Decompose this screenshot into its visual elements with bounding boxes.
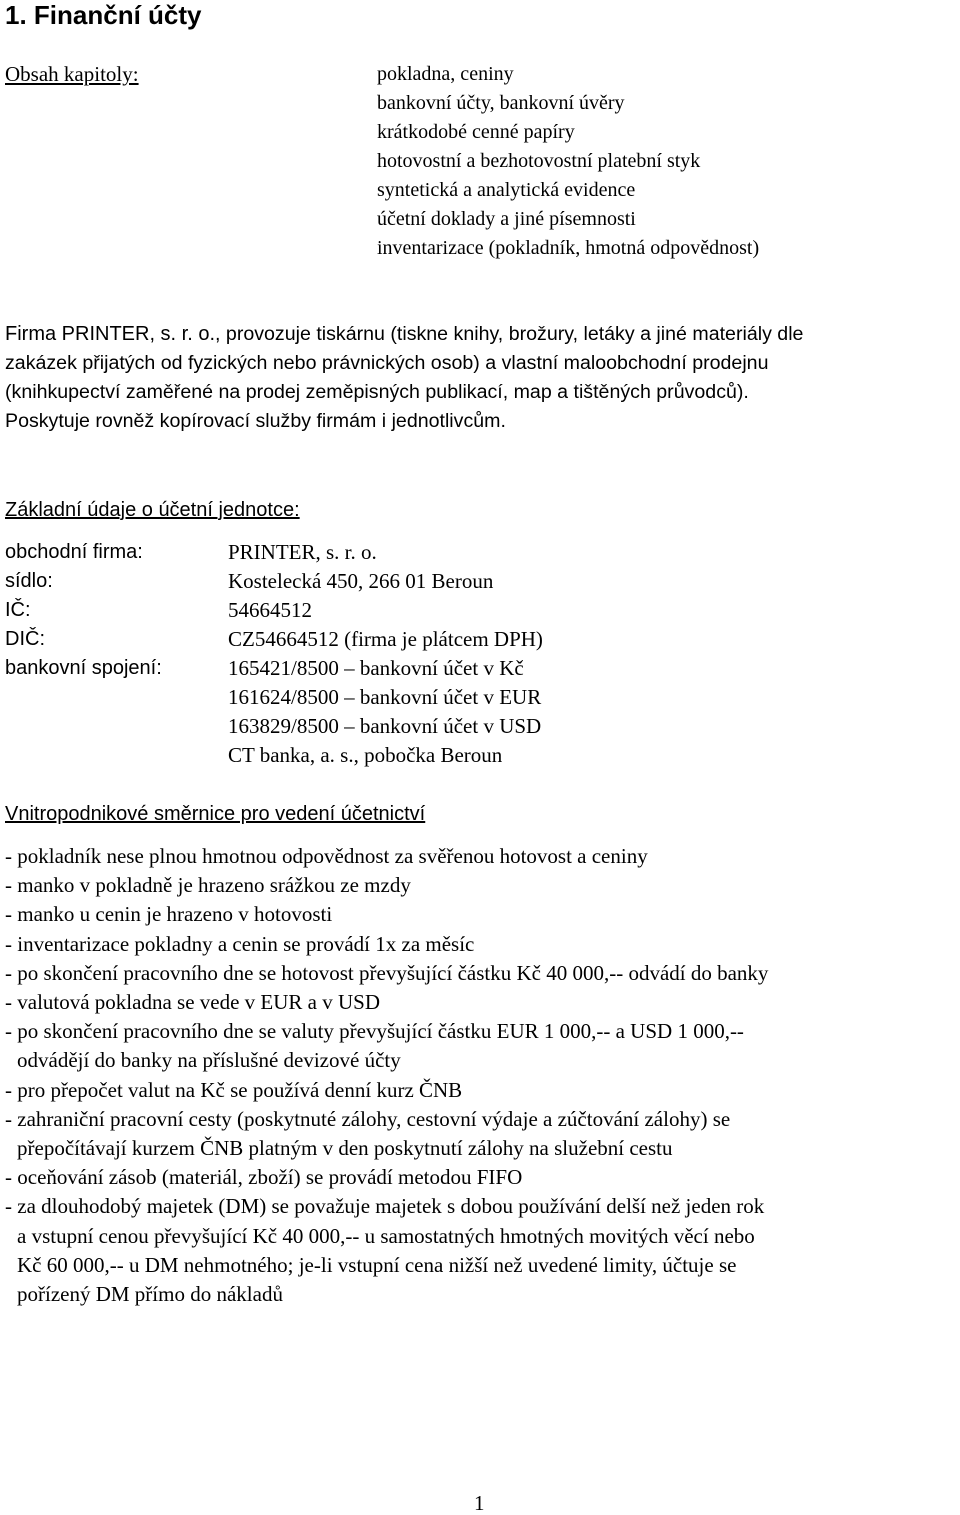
chapter-title: 1. Finanční účty xyxy=(5,0,202,30)
rule-text: - zahraniční pracovní cesty (poskytnuté zálohy, cestovní výdaje a zúčtování zálohy) se xyxy=(5,1106,731,1131)
basic-info-row xyxy=(5,741,543,770)
contents-item: hotovostní a bezhotovostní platební styk xyxy=(377,150,701,172)
intro-line: (knihkupectví zaměřené na prodej zeměpisných publikací, map a tištěných průvodců). xyxy=(5,381,749,403)
basic-info-label: bankovní spojení: xyxy=(5,657,162,679)
rule-item xyxy=(5,1192,955,1309)
basic-info-value: 161624/8500 – bankovní účet v EUR xyxy=(228,685,542,709)
basic-info-row xyxy=(5,567,543,596)
rule-text: - oceňování zásob (materiál, zboží) se provádí metodou FIFO xyxy=(5,1165,523,1190)
rule-continuation: přepočítávají kurzem ČNB platným v den poskytnutí zálohy na služební cestu xyxy=(17,1136,673,1161)
basic-info-row xyxy=(5,654,543,683)
contents-item: syntetická a analytická evidence xyxy=(377,179,636,201)
basic-info-value: CT banka, a. s., pobočka Beroun xyxy=(228,743,503,767)
contents-item: bankovní účty, bankovní úvěry xyxy=(377,92,625,114)
intro-lead: Firma PRINTER, s. r. o. xyxy=(5,323,216,345)
rule-text: - pro přepočet valut na Kč se používá denní kurz ČNB xyxy=(5,1077,463,1102)
contents-item: pokladna, ceniny xyxy=(377,63,514,85)
rules-heading: Vnitropodnikové směrnice pro vedení účetnictví xyxy=(5,803,426,825)
intro-line: Poskytuje rovněž kopírovací služby firmám i jednotlivcům. xyxy=(5,410,506,432)
basic-info-value: 165421/8500 – bankovní účet v Kč xyxy=(228,656,524,680)
rule-item xyxy=(5,1017,955,1075)
rule-item xyxy=(5,988,955,1017)
rule-text: - za dlouhodobý majetek (DM) se považuje majetek s dobou používání delší než jeden rok xyxy=(5,1194,765,1219)
basic-info-value: 54664512 xyxy=(228,598,312,622)
rule-text: - po skončení pracovního dne se hotovost převyšující částku Kč 40 000,-- odvádí do banky xyxy=(5,960,769,985)
rule-text: - pokladník nese plnou hmotnou odpovědnost za svěřenou hotovost a ceniny xyxy=(5,844,648,868)
rule-item xyxy=(5,1163,955,1192)
rule-continuation: odvádějí do banky na příslušné devizové účty xyxy=(17,1048,401,1073)
basic-info-label: obchodní firma: xyxy=(5,541,143,563)
basic-info-label: sídlo: xyxy=(5,570,53,592)
basic-info-label xyxy=(5,712,228,741)
intro-paragraph xyxy=(5,320,960,436)
rule-text: - manko v pokladně je hrazeno srážkou ze mzdy xyxy=(5,873,411,898)
basic-info-value: Kostelecká 450, 266 01 Beroun xyxy=(228,569,494,593)
basic-info-label xyxy=(5,683,228,712)
rule-text: - inventarizace pokladny a cenin se provádí 1x za měsíc xyxy=(5,931,475,956)
basic-info-row xyxy=(5,538,543,567)
basic-info-table xyxy=(5,538,543,770)
basic-info-value: CZ54664512 (firma je plátcem DPH) xyxy=(228,627,543,651)
basic-info-row xyxy=(5,683,543,712)
rule-item xyxy=(5,959,955,988)
page-number: 1 xyxy=(474,1491,485,1515)
basic-info-heading: Základní údaje o účetní jednotce: xyxy=(5,499,300,521)
rule-item xyxy=(5,1105,955,1163)
rule-continuation: a vstupní cenou převyšující Kč 40 000,-- u samostatných hmotných movitých věcí nebo xyxy=(17,1223,755,1248)
basic-info-label xyxy=(5,741,228,770)
basic-info-row xyxy=(5,596,543,625)
intro-line: , provozuje tiskárnu (tiskne knihy, brožury, letáky a jiné materiály dle xyxy=(215,323,804,345)
rule-text: - po skončení pracovního dne se valuty převyšující částku EUR 1 000,-- a USD 1 000,-- xyxy=(5,1019,744,1044)
contents-label: Obsah kapitoly: xyxy=(5,62,139,86)
contents-item: inventarizace (pokladník, hmotná odpovědnost) xyxy=(377,237,760,259)
rule-continuation: Kč 60 000,-- u DM nehmotného; je-li vstupní cena nižší než uvedené limity, účtuje se xyxy=(17,1252,737,1277)
basic-info-label: IČ: xyxy=(5,599,31,621)
rule-continuation: pořízený DM přímo do nákladů xyxy=(17,1282,283,1307)
basic-info-value: PRINTER, s. r. o. xyxy=(228,540,377,564)
basic-info-label: DIČ: xyxy=(5,628,45,650)
rule-item xyxy=(5,1076,955,1105)
contents-item: účetní doklady a jiné písemnosti xyxy=(377,208,636,230)
rule-item xyxy=(5,871,955,900)
contents-list xyxy=(377,60,759,263)
contents-item: krátkodobé cenné papíry xyxy=(377,121,575,143)
rule-text: - manko u cenin je hrazeno v hotovosti xyxy=(5,902,333,927)
rule-text: - valutová pokladna se vede v EUR a v USD xyxy=(5,990,380,1015)
rules-list xyxy=(5,842,955,1309)
basic-info-row xyxy=(5,712,543,741)
basic-info-value: 163829/8500 – bankovní účet v USD xyxy=(228,714,542,738)
intro-line: zakázek přijatých od fyzických nebo právnických osob) a vlastní maloobchodní prodejnu xyxy=(5,352,769,374)
basic-info-row xyxy=(5,625,543,654)
rule-item xyxy=(5,930,955,959)
rule-item xyxy=(5,900,955,929)
rule-item xyxy=(5,842,955,871)
